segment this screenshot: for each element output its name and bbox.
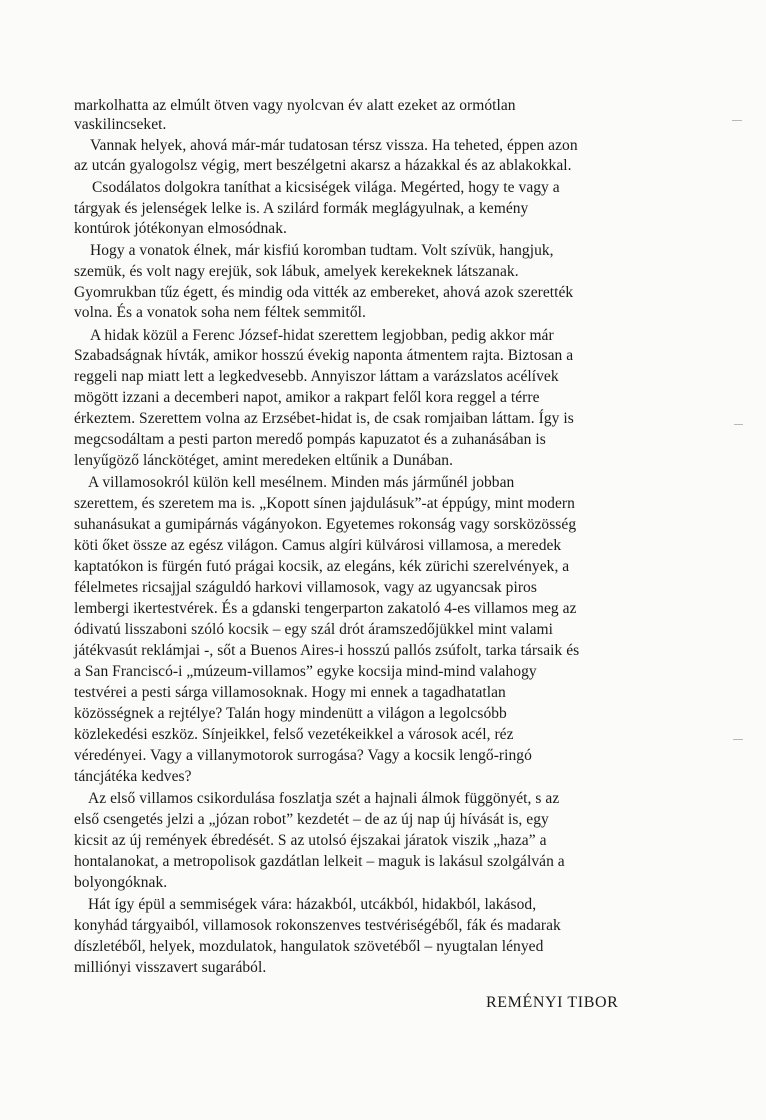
text-line: Az első villamos csikordulása foszlatja szét a hajnali álmok függönyét, s az	[88, 790, 560, 807]
text-line: kontúrok jótékonyan elmosódnak.	[74, 220, 287, 237]
text-line: bolyongóknak.	[74, 874, 168, 891]
text-line: lembergi ikertestvérek. És a gdanski tengerparton zakatoló 4-es villamos meg az	[74, 600, 577, 617]
margin-mark	[734, 424, 743, 425]
text-line: Szabadságnak hívták, amikor hosszú évekig naponta átmentem rajta. Biztosan a	[74, 347, 574, 364]
text-line: konyhád tárgyaiból, villamosok rokonszenves testvériségéből, fák és madarak	[74, 917, 561, 934]
text-line: volna. És a vonatok soha nem féltek semmitől.	[74, 304, 366, 321]
margin-mark	[733, 739, 743, 740]
text-line: suhanásukat a gumipárnás vágányokon. Egyetemes rokonság vagy sorsközösség	[74, 516, 577, 533]
text-line: első csengetés jelzi a „józan robot” kezdetét – de az új nap új hívását is, egy	[74, 811, 549, 828]
text-line: Csodálatos dolgokra taníthat a kicsiségek világa. Megérted, hogy te vagy a	[92, 179, 560, 196]
text-line: táncjátéka kedves?	[74, 768, 192, 785]
text-line: kaptatókon is fürgén futó prágai kocsik, az elegáns, kék zürichi szerelvények, a	[74, 558, 570, 575]
text-line: ódivatú lisszaboni szóló kocsik – egy szál drót áramszedőjükkel mint valami	[74, 621, 553, 638]
text-line: játékvasút reklámjai -, sőt a Buenos Aires-i hosszú pallós zsúfolt, tarka társaik és	[74, 642, 580, 659]
text-line: az utcán gyalogolsz végig, mert beszélgetni akarsz a házakkal és az ablakokkal.	[74, 157, 572, 174]
text-line: mögött izzani a decemberi napot, amikor a rakpart felől kora reggel a térre	[74, 389, 540, 406]
text-line: Hát így épül a semmiségek vára: házakból, utcákból, hidakból, lakásod,	[88, 896, 537, 913]
text-line: közösségnek a rejtélye? Talán hogy mindenütt a világon a legolcsóbb	[74, 705, 507, 722]
text-line: vaskilincseket.	[74, 116, 167, 133]
text-line: köti őket össze az egész világon. Camus algíri külvárosi villamosa, a meredek	[74, 537, 562, 554]
text-line: megcsodáltam a pesti parton meredő pompás kapuzatot és a zuhanásában is	[74, 431, 546, 448]
text-line: milliónyi visszavert sugarából.	[74, 959, 267, 976]
text-line: kicsit az új remények ébredését. S az utolsó éjszakai járatok viszik „haza” a	[74, 832, 547, 849]
text-line: érkeztem. Szerettem volna az Erzsébet-hidat is, de csak romjaiban láttam. Így is	[74, 410, 574, 427]
text-line: A hidak közül a Ferenc József-hidat szerettem legjobban, pedig akkor már	[90, 327, 554, 344]
text-line: Vannak helyek, ahová már-már tudatosan térsz vissza. Ha teheted, éppen azon	[90, 137, 578, 154]
text-line: Hogy a vonatok élnek, már kisfiú koromban tudtam. Volt szívük, hangjuk,	[90, 242, 554, 259]
text-line: reggeli nap miatt lett a legkedvesebb. Annyiszor láttam a varázslatos acélívek	[74, 368, 559, 385]
text-line: Gyomrukban tűz égett, és mindig oda vitték az embereket, ahová azok szerették	[74, 284, 574, 301]
text-line: közlekedési eszköz. Sínjeikkel, felső vezetékeikkel a városok acél, réz	[74, 726, 514, 743]
text-line: szemük, és volt nagy erejük, sok lábuk, amelyek kerekeknek látszanak.	[74, 263, 519, 280]
text-line: A villamosokról külön kell mesélnem. Minden más járműnél jobban	[88, 474, 515, 491]
text-line: tárgyak és jelenségek lelke is. A szilárd formák meglágyulnak, a kemény	[74, 200, 529, 217]
text-line: félelmetes ricsajjal száguldó harkovi villamosok, vagy az ugyancsak piros	[74, 579, 537, 596]
text-line: testvérei a pesti sárga villamosoknak. Hogy mi ennek a tagadhatatlan	[74, 684, 506, 701]
text-line: lenyűgöző lánckötéget, amint meredeken eltűnik a Dunában.	[74, 452, 454, 469]
author-signature: REMÉNYI TIBOR	[486, 994, 619, 1011]
text-line: véredényei. Vagy a villanymotorok surrogása? Vagy a kocsik lengő-ringó	[74, 747, 532, 764]
margin-mark	[732, 120, 742, 121]
text-line: hontalanokat, a metropolisok gazdátlan lelkeit – maguk is lakásul szolgálván a	[74, 853, 565, 870]
text-line: markolhatta az elmúlt ötven vagy nyolcvan év alatt ezeket az ormótlan	[74, 97, 516, 114]
text-line: szerettem, és szeretem ma is. „Kopott sínen jajdulásuk”-at éppúgy, mint modern	[74, 495, 575, 512]
text-line: a San Franciscó-i „múzeum-villamos” egyke kocsija mind-mind valahogy	[74, 663, 537, 680]
text-line: díszletéből, helyek, mozdulatok, hangulatok szövetéből – nyugtalan lényed	[74, 938, 544, 955]
